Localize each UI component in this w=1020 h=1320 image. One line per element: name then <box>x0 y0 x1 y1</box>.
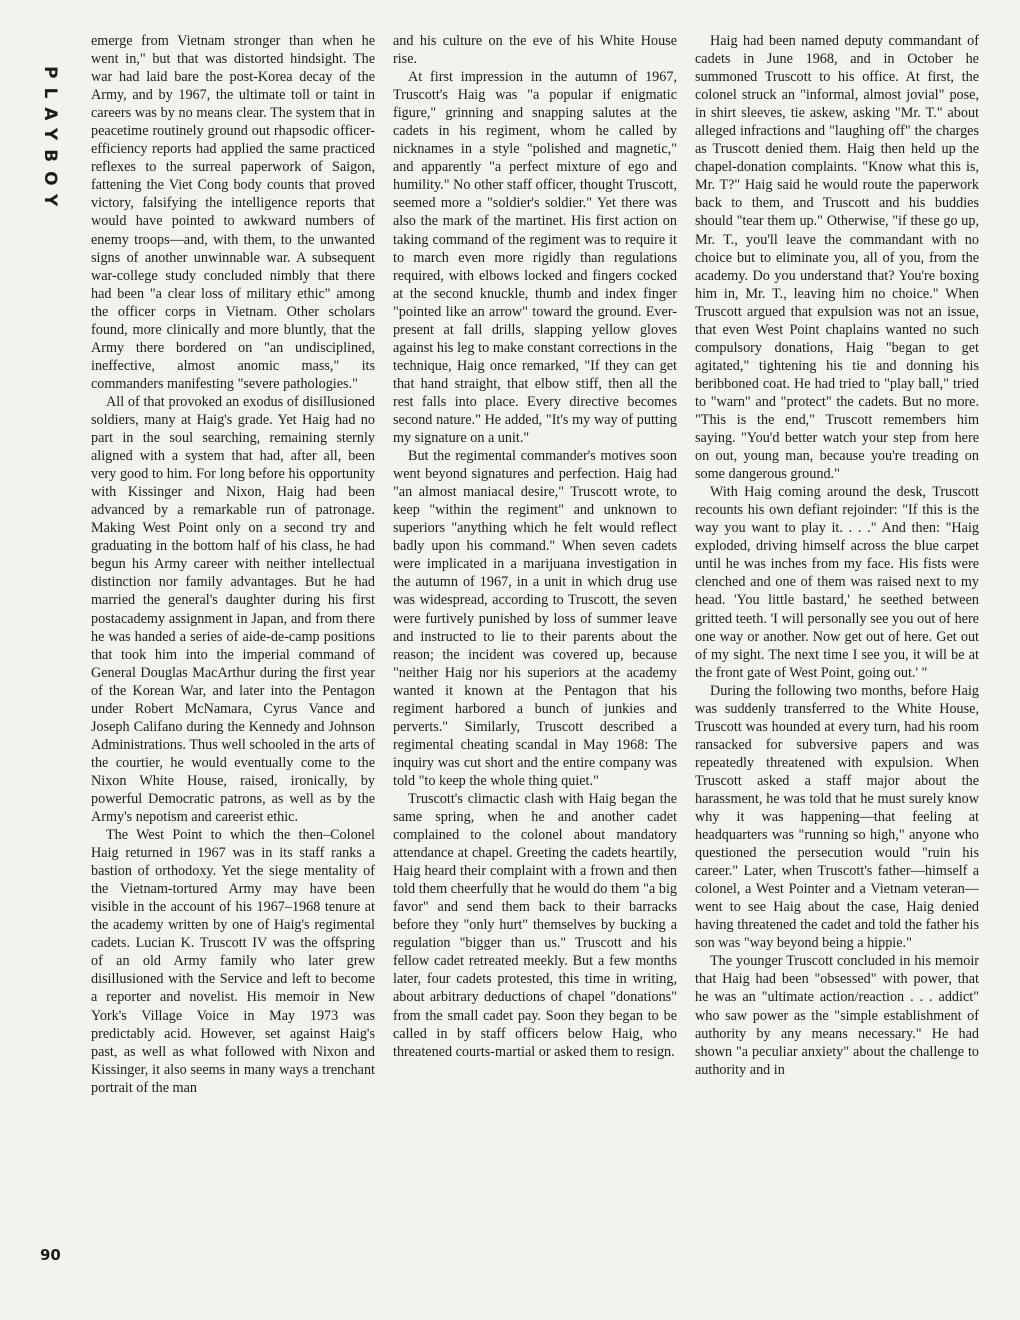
column-middle <box>393 32 677 1290</box>
paragraph: Haig had been named deputy commandant of cadets in June 1968, and in October he summoned Truscott to his office. At first, the colonel struck an "informal, almost jovial" pose, in shirt sleeves, tie askew, asking "Mr. T." about alleged infractions and "laughing off" the charges as Truscott denied them. Haig then held up the chapel-donation complaints. "Know what this is, Mr. T?" Haig said he would route the paperwork back to them, and Truscott and his buddies should "tear them up." Otherwise, "if these go up, Mr. T., you'll leave the commandant with no choice but to eliminate you, all of you, from the academy. Do you understand that? You're boxing him in, Mr. T., leaving him no choice." When Truscott argued that expulsion was not an issue, that even West Point chaplains wanted no such compulsory donations, Haig "began to get agitated," tightening his tie and donning his beribboned coat. He had tried to "play ball," tried to "warn" and "protect" the cadets. But no more. "This is the end," Truscott remembers him saying. "You'd better watch your step from here on out, young man, because you're treading on some dangerous ground." <box>695 33 979 483</box>
paragraph: The West Point to which the then–Colonel Haig returned in 1967 was in its staff ranks a bastion of orthodoxy. Yet the siege mentality of the Vietnam-tortured Army may have been visible in the account of his 1967–1968 tenure at the academy written by one of Haig's regimental cadets. Lucian K. Truscott IV was the offspring of an old Army family who later grew disillusioned with the Service and left to become a reporter and novelist. His memoir in New York's Village Voice in May 1973 was predictably acid. However, set against Haig's past, as well as what followed with Nixon and Kissinger, it also seems in many ways a trenchant portrait of the man <box>91 827 375 1096</box>
paragraph: But the regimental commander's motives soon went beyond signatures and perfection. Haig had "an almost maniacal desire," Truscott wrote, to keep "within the regiment" and unknown to superiors "anything which he felt would reflect badly upon his command." When seven cadets were implicated in a marijuana investigation in the autumn of 1967, in a unit in which drug use was widespread, according to Truscott, the seven were furtively punished by loss of summer leave and instructed to lie to their parents about the reason; the incident was covered up, because "neither Haig nor his superiors at the academy wanted it known at the Pentagon that his regiment harbored a bunch of junkies and perverts." Similarly, Truscott described a regimental cheating scandal in May 1968: The inquiry was cut short and the entire company was told "to keep the whole thing quiet." <box>393 448 677 789</box>
magazine-name-vertical <box>38 46 64 346</box>
paragraph: At first impression in the autumn of 1967, Truscott's Haig was "a popular if enigmatic figure," grinning and snapping salutes at the cadets in his regiment, whom he called by nicknames in a style "polished and magnetic," and apparently "a perfect mixture of ego and humility." No other staff officer, thought Truscott, seemed more a "soldier's soldier." Yet there was also the mark of the martinet. His first action on taking command of the regiment was to require it to march even more rigidly than regulations required, with elbows locked and fingers cocked at the second knuckle, thumb and index finger "pointed like an arrow" toward the ground. Ever-present at fall drills, slapping yellow gloves against his leg to make constant corrections in the technique, Haig once remarked, "If they can get that hand straight, that elbow stiff, then all the rest falls into place. Every directive becomes second nature." He added, "It's my way of putting my signature on a unit." <box>393 69 677 447</box>
paragraph: The younger Truscott concluded in his memoir that Haig had been "obsessed" with power, that he was an "ultimate action/reaction . . . addict" who saw power as the "simple establishment of authority by any means necessary." He had shown "a peculiar anxiety" about the challenge to authority and in <box>695 953 979 1078</box>
magazine-name: PLAYBOY <box>40 66 60 216</box>
page-number: 90 <box>40 1246 61 1264</box>
paragraph: emerge from Vietnam stronger than when he went in," but that was distorted hindsight. The war had laid bare the post-Korea decay of the Army, and by 1967, the ultimate toll or taint in careers was by no means clear. The system that in peacetime routinely ground out rhapsodic officer-efficiency reports had applied the same practiced reflexes to the surreal paperwork of Saigon, fattening the Viet Cong body counts that proved victory, falsifying the intelligence reports that would have pointed to awkward numbers of enemy troops—and, with them, to the unwanted signs of another unwinnable war. A subsequent war-college study concluded nimbly that there had been "a clear loss of military ethic" among the officer corps in Vietnam. Other scholars found, more clinically and more bluntly, that the Army there bordered on "an undisciplined, ineffective, almost anomic mass," its commanders manifesting "severe pathologies." <box>91 33 375 392</box>
paragraph: and his culture on the eve of his White House rise. <box>393 33 677 68</box>
paragraph: During the following two months, before Haig was suddenly transferred to the White House, Truscott was hounded at every turn, had his room ransacked for subversive papers and was repeatedly threatened with expulsion. When Truscott asked a staff major about the harassment, he was told that he must surely know why it was happening—that feeling at headquarters was "running so high," anyone who questioned the persecution would "ruin his career." Later, when Truscott's father—himself a colonel, a West Pointer and a Vietnam veteran—went to see Haig about the case, Haig denied having threatened the cadet and told the father his son was "way beyond being a hippie." <box>695 682 979 952</box>
paragraph: Truscott's climactic clash with Haig began the same spring, when he and another cadet complained to the colonel about mandatory attendance at chapel. Greeting the cadets heartily, Haig heard their complaint with a frown and then told them cheerfully that he would do them "a big favor" and send them back to their barracks before they "only hurt" themselves by bucking a regulation "bigger than us." Truscott and his fellow cadet retreated meekly. But a few months later, four cadets protested, this time in writing, about arbitrary deductions of chapel "donations" from the small cadet pay. Soon they began to be called in by staff officers below Haig, who threatened courts-martial or asked them to resign. <box>393 790 677 1060</box>
column-right <box>695 32 979 1290</box>
paragraph: With Haig coming around the desk, Truscott recounts his own defiant rejoinder: "If this is the way you want to play it. . . ." And then: "Haig exploded, driving himself across the blue carpet until he was inches from my face. His fists were clenched and one of them was raised next to my head. 'You little bastard,' he seethed between gritted teeth. 'I will personally see you out of here one way or another. Now get out of here. Get out of my sight. The next time I see you, it will be at the front gate of West Point, going out.' " <box>695 484 979 681</box>
article-columns <box>91 32 979 1290</box>
paragraph: All of that provoked an exodus of disillusioned soldiers, many at Haig's grade. Yet Haig had no part in the soul searching, remaining sternly aligned with a system that had, after all, been very good to him. For long before his opportunity with Kissinger and Nixon, Haig had been advanced by a remarkable run of patronage. Making West Point only on a second try and graduating in the bottom half of his class, he had begun his Army career with neither intellectual distinction nor family advantages. But he had married the general's daughter during his first postacademy assignment in Japan, and from there he was handed a series of aide-de-camp positions that took him into the imperial command of General Douglas MacArthur during the first year of the Korean War, and later into the Pentagon under Robert McNamara, Cyrus Vance and Joseph Califano during the Kennedy and Johnson Administrations. Thus well schooled in the arts of the courtier, he would eventually come to the Nixon White House, raised, ironically, by powerful Democratic patrons, as well as by the Army's nepotism and careerist ethic. <box>91 393 375 826</box>
column-left <box>91 32 375 1290</box>
